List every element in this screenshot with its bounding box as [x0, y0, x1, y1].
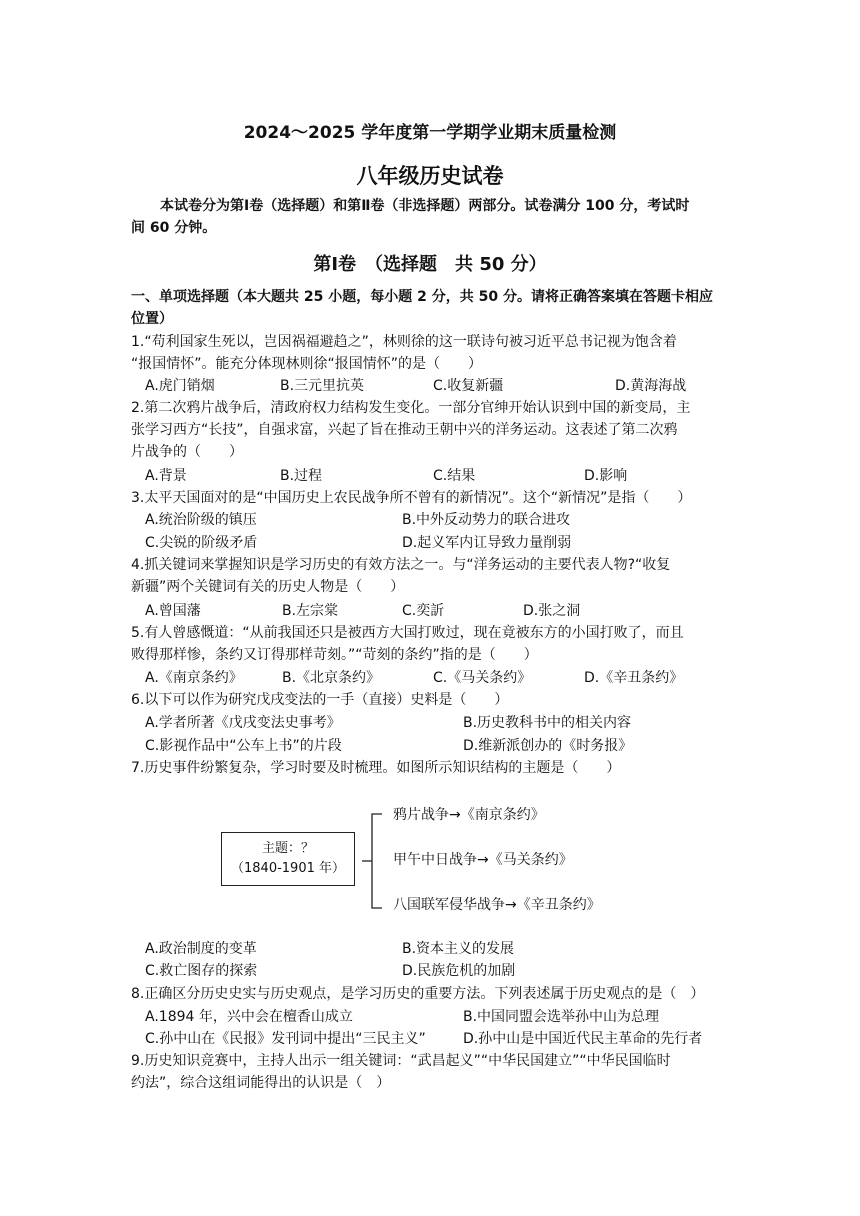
question-4-line-1: 4.抓关键词来掌握知识是学习历史的有效方法之一。与“洋务运动的主要代表人物?“收复	[131, 557, 671, 573]
question-3-option-b: B.中外反动势力的联合进攻	[402, 512, 571, 528]
question-6-line-1: 6.以下可以作为研究戊戌变法的一手（直接）史料是（ ）	[131, 692, 509, 708]
question-4-option-d: D.张之洞	[523, 603, 581, 619]
question-3-line-1: 3.太平天国面对的是“中国历史上农民战争所不曾有的新情况”。这个“新情况”是指（ ）	[131, 490, 692, 506]
question-5-option-b: B.《北京条约》	[282, 670, 381, 686]
section-title: 第Ⅰ卷 （选择题 共 50 分）	[313, 254, 547, 275]
diagram-item-3: 八国联军侵华战争→《辛丑条约》	[393, 897, 601, 913]
diagram-brace-icon	[360, 812, 386, 914]
question-4-line-2: 新疆”两个关键词有关的历史人物是（ ）	[131, 579, 405, 595]
question-3-option-d: D.起义军内讧导致力量削弱	[402, 535, 572, 551]
question-8-option-a: A.1894 年，兴中会在檀香山成立	[145, 1009, 353, 1025]
question-5-line-2: 败得那样惨，条约又订得那样苛刻。”“苛刻的条约”指的是（ ）	[131, 647, 538, 663]
diagram-topic-label: 主题：？	[261, 841, 314, 856]
question-5-line-1: 5.有人曾感慨道：“从前我国还只是被西方大国打败过，现在竟被东方的小国打败了，而且	[131, 625, 684, 641]
question-7-option-a: A.政治制度的变革	[145, 941, 257, 957]
question-8-line-1: 8.正确区分历史史实与历史观点，是学习历史的重要方法。下列表述属于历史观点的是（ ）	[131, 986, 705, 1002]
question-8-option-c: C.孙中山在《民报》发刊词中提出“三民主义”	[145, 1031, 426, 1047]
intro-line-1: 本试卷分为第Ⅰ卷（选择题）和第Ⅱ卷（非选择题）两部分。试卷满分 100 分，考试时	[160, 198, 690, 214]
diagram-topic-years: （1840-1901 年）	[231, 861, 345, 876]
question-1-line-2: “报国情怀”。能充分体现林则徐“报国情怀”的是（ ）	[131, 356, 483, 372]
question-4-option-c: C.奕訢	[402, 603, 445, 619]
question-4-option-b: B.左宗棠	[282, 603, 339, 619]
question-2-line-3: 片战争的（ ）	[131, 444, 243, 460]
diagram-item-1: 鸦片战争→《南京条约》	[393, 807, 545, 823]
question-4-option-a: A.曾国藩	[145, 603, 201, 619]
question-3-option-c: C.尖锐的阶级矛盾	[145, 535, 258, 551]
question-7-option-b: B.资本主义的发展	[402, 941, 515, 957]
question-2-option-a: A.背景	[145, 468, 187, 484]
exam-title: 2024～2025 学年度第一学期学业期末质量检测	[243, 123, 617, 143]
question-6-option-d: D.维新派创办的《时务报》	[463, 738, 633, 754]
question-2-line-1: 2.第二次鸦片战争后，清政府权力结构发生变化。一部分官绅开始认识到中国的新变局，主	[131, 400, 691, 416]
question-9-line-2: 约法”，综合这组词能得出的认识是（ ）	[131, 1075, 391, 1091]
paper-title: 八年级历史试卷	[356, 164, 504, 188]
question-5-option-d: D.《辛丑条约》	[584, 670, 684, 686]
question-2-option-b: B.过程	[280, 468, 323, 484]
question-7-option-d: D.民族危机的加剧	[402, 963, 516, 979]
question-6-option-b: B.历史教科书中的相关内容	[463, 715, 632, 731]
question-1-option-b: B.三元里抗英	[280, 378, 365, 394]
diagram-item-2: 甲午中日战争→《马关条约》	[393, 852, 573, 868]
question-1-option-d: D.黄海海战	[615, 378, 687, 394]
question-7-option-c: C.救亡图存的探索	[145, 963, 258, 979]
question-2-line-2: 张学习西方“长技”，自强求富，兴起了旨在推动王朝中兴的洋务运动。这表述了第二次鸦	[131, 422, 678, 438]
question-1-line-1: 1.“苟利国家生死以，岂因祸福避趋之”，林则徐的这一联诗句被习近平总书记视为饱含着	[131, 334, 677, 350]
section-instruction-2: 位置）	[131, 311, 173, 327]
question-2-option-c: C.结果	[433, 468, 476, 484]
question-1-option-c: C.收复新疆	[433, 378, 504, 394]
question-5-option-c: C.《马关条约》	[433, 670, 532, 686]
question-1-option-a: A.虎门销烟	[145, 378, 215, 394]
question-8-option-d: D.孙中山是中国近代民主革命的先行者	[463, 1031, 703, 1047]
question-9-line-1: 9.历史知识竞赛中，主持人出示一组关键词：“武昌起义”“中华民国建立”“中华民国临时	[131, 1053, 671, 1069]
diagram-topic-box	[221, 832, 355, 886]
question-3-option-a: A.统治阶级的镇压	[145, 512, 257, 528]
question-5-option-a: A.《南京条约》	[145, 670, 243, 686]
question-6-option-a: A.学者所著《戊戌变法史事考》	[145, 715, 341, 731]
question-7-line-1: 7.历史事件纷繁复杂，学习时要及时梳理。如图所示知识结构的主题是（ ）	[131, 760, 621, 776]
section-instruction-1: 一、单项选择题（本大题共 25 小题，每小题 2 分，共 50 分。请将正确答案填在答题卡相应	[131, 289, 713, 305]
question-8-option-b: B.中国同盟会选举孙中山为总理	[463, 1009, 660, 1025]
question-6-option-c: C.影视作品中“公车上书”的片段	[145, 738, 342, 754]
question-2-option-d: D.影响	[584, 468, 628, 484]
intro-line-2: 间 60 分钟。	[131, 220, 217, 236]
